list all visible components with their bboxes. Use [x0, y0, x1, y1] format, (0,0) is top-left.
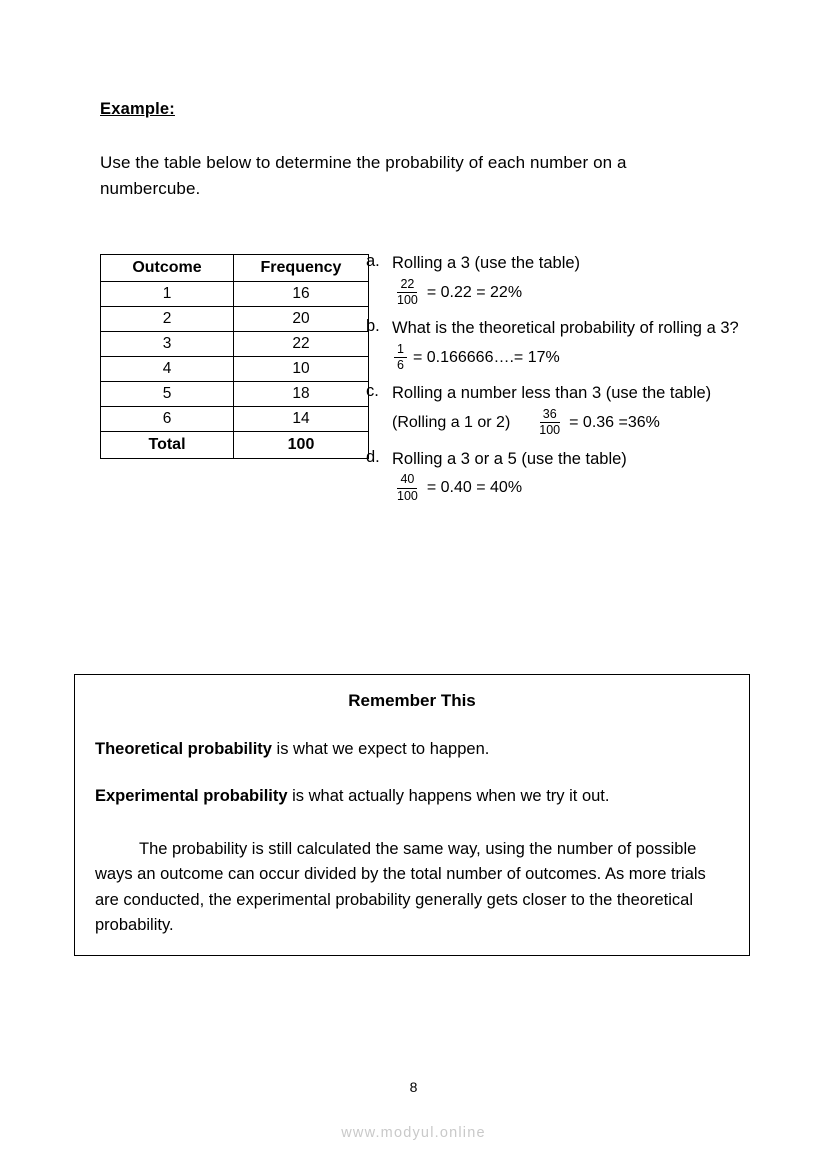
question-text: What is the theoretical probability of rolling a 3?	[392, 319, 739, 338]
cell-frequency: 14	[234, 407, 369, 432]
question-item-a	[366, 252, 766, 307]
fraction	[394, 343, 407, 372]
fraction-numerator: 1	[394, 343, 407, 358]
question-text: Rolling a 3 (use the table)	[392, 254, 581, 272]
remember-term-theoretical: Theoretical probability	[95, 740, 272, 758]
question-work-c	[392, 408, 766, 437]
remember-this-box	[74, 674, 750, 956]
table-row	[101, 307, 369, 332]
page-number: 8	[409, 1079, 418, 1095]
cell-outcome: 4	[101, 357, 234, 382]
question-work-d	[392, 473, 766, 502]
cell-frequency: 16	[234, 282, 369, 307]
page-title: Example:	[100, 100, 175, 118]
question-label: d.	[366, 447, 380, 466]
remember-text-theoretical: is what we expect to happen.	[271, 740, 490, 758]
fraction	[536, 408, 563, 437]
table-header-frequency: Frequency	[234, 255, 369, 282]
question-work-b	[392, 343, 766, 372]
table-header-outcome: Outcome	[101, 255, 234, 282]
cell-outcome: 5	[101, 382, 234, 407]
questions-list	[366, 252, 766, 505]
cell-outcome: 2	[101, 307, 234, 332]
question-item-b	[366, 317, 766, 372]
remember-text-experimental: is what actually happens when we try it out.	[287, 786, 610, 805]
cell-frequency: 18	[234, 382, 369, 407]
work-result: = 0.166666….= 17%	[412, 348, 560, 366]
table-row	[101, 282, 369, 307]
remember-term-experimental: Experimental probability	[95, 786, 288, 805]
fraction-denominator: 100	[539, 423, 561, 438]
work-prefix: (Rolling a 1 or 2)	[392, 414, 511, 432]
fraction-denominator: 100	[397, 488, 418, 503]
question-label: b.	[366, 317, 380, 336]
work-result: = 0.36 =36%	[569, 414, 660, 432]
fraction-denominator: 100	[397, 293, 418, 308]
cell-frequency: 22	[234, 332, 369, 357]
remember-paragraph: The probability is still calculated the same way, using the number of possible ways an outcome can occur divided by the total number of outcomes. As more trials are conducted, the experimental probability generally gets closer to the theoretical probability.	[95, 839, 706, 935]
fraction-numerator: 36	[540, 408, 560, 423]
cell-frequency: 10	[234, 357, 369, 382]
question-item-c	[366, 382, 766, 437]
question-item-d	[366, 448, 766, 503]
fraction-numerator: 40	[397, 473, 417, 488]
cell-total-value: 100	[234, 432, 369, 459]
work-result: = 0.40 = 40%	[426, 479, 523, 497]
cell-outcome: 1	[101, 282, 234, 307]
table-header-row	[101, 255, 369, 282]
intro-paragraph: Use the table below to determine the probability of each number on a numbercube.	[100, 153, 627, 199]
remember-line-experimental	[95, 784, 729, 809]
watermark: www.modyul.online	[341, 1125, 486, 1141]
work-result: = 0.22 = 22%	[426, 283, 523, 301]
question-label: a.	[366, 252, 380, 270]
cell-outcome: 3	[101, 332, 234, 357]
fraction	[394, 473, 421, 502]
fraction-denominator: 6	[397, 358, 404, 373]
remember-line-theoretical	[95, 737, 729, 762]
cell-total-label: Total	[101, 432, 234, 459]
question-text: Rolling a 3 or a 5 (use the table)	[392, 449, 627, 468]
question-text: Rolling a number less than 3 (use the table)	[392, 384, 712, 403]
question-work-a	[392, 278, 766, 307]
table-row	[101, 382, 369, 407]
fraction-numerator: 22	[397, 278, 417, 293]
table-row	[101, 357, 369, 382]
remember-title: Remember This	[348, 691, 476, 710]
table-row	[101, 332, 369, 357]
cell-outcome: 6	[101, 407, 234, 432]
frequency-table	[100, 254, 369, 459]
question-label: c.	[366, 382, 379, 401]
fraction	[394, 278, 421, 307]
cell-frequency: 20	[234, 307, 369, 332]
table-total-row	[101, 432, 369, 459]
table-row	[101, 407, 369, 432]
